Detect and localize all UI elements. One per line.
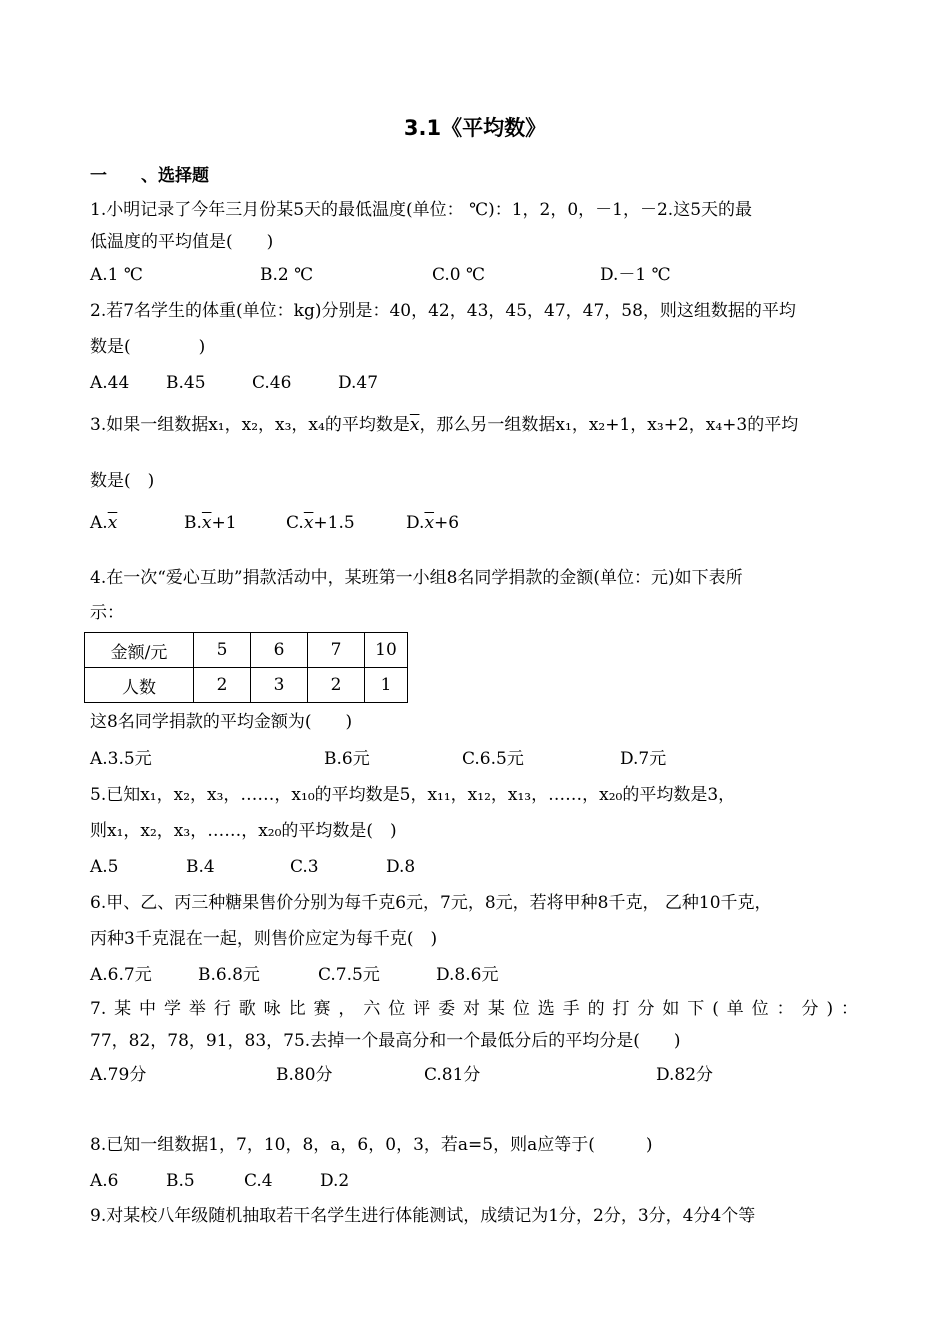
q3-text-part2: ，那么另一组数据x₁，x₂+1，x₃+2，x₄+3的平均: [419, 415, 799, 435]
question-1-text: 1.小明记录了今年三月份某5天的最低温度(单位： ℃)：1，2，0，－1，－2.这5天的最: [90, 200, 753, 220]
q4-option-c: C.6.5元: [462, 749, 524, 769]
question-6-text: 6.甲、乙、丙三种糖果售价分别为每千克6元，7元，8元，若将甲种8千克， 乙种10千克，: [90, 893, 772, 913]
table-cell: 6: [251, 633, 308, 668]
table-row: [85, 668, 408, 703]
q3-option-d: [406, 512, 459, 534]
q3-option-a-label: A.: [90, 513, 108, 533]
table-row: [85, 633, 408, 668]
question-2-text-cont: 数是( ): [90, 337, 206, 357]
q2-option-d: D.47: [338, 373, 379, 393]
question-3-text-cont: 数是( ): [90, 471, 155, 491]
q3-text-part1: 3.如果一组数据x₁，x₂，x₃，x₄的平均数是: [90, 415, 410, 435]
mean-x-bar-symbol: $\overline{x}$: [409, 415, 420, 435]
question-4-text-after-table: 这8名同学捐款的平均金额为( ): [90, 712, 353, 732]
mean-x-bar-symbol: $\overline{x}$: [303, 513, 314, 533]
table-cell: 5: [194, 633, 251, 668]
q8-option-c: C.4: [244, 1171, 273, 1191]
question-4-text: 4.在一次“爱心互助”捐款活动中，某班第一小组8名同学捐款的金额(单位：元)如下表所: [90, 568, 743, 588]
question-5-text-cont: 则x₁，x₂，x₃，……，x₂₀的平均数是( ): [90, 821, 397, 841]
q8-option-a: A.6: [90, 1171, 119, 1191]
question-8-text: 8.已知一组数据1，7，10，8，a，6，0，3，若a=5，则a应等于( ): [90, 1135, 653, 1155]
q2-option-a: A.44: [90, 373, 130, 393]
q3-option-c-label: C.: [286, 513, 304, 533]
q4-option-d: D.7元: [620, 749, 667, 769]
page-title: 3.1《平均数》: [403, 116, 547, 140]
table-cell: 金额/元: [85, 633, 194, 668]
q5-option-a: A.5: [90, 857, 119, 877]
section-heading: 一 、选择题: [90, 166, 209, 186]
q5-option-c: C.3: [290, 857, 319, 877]
q7-option-c: C.81分: [424, 1065, 481, 1085]
q1-option-a: A.1 ℃: [90, 265, 143, 285]
mean-x-bar-symbol: $\overline{x}$: [201, 513, 212, 533]
q3-option-c: [286, 512, 355, 534]
q3-option-b-suffix: +1: [211, 513, 237, 533]
mean-x-bar-symbol: $\overline{x}$: [424, 513, 435, 533]
q5-option-d: D.8: [386, 857, 416, 877]
question-2-text: 2.若7名学生的体重(单位：kg)分别是：40，42，43，45，47，47，58，则这组数据的平均: [90, 301, 796, 321]
q3-option-b-label: B.: [184, 513, 202, 533]
table-cell: 2: [194, 668, 251, 703]
table-cell: 10: [365, 633, 408, 668]
q1-option-b: B.2 ℃: [260, 265, 314, 285]
donation-table: [84, 632, 408, 703]
question-5-text: 5.已知x₁，x₂，x₃，……，x₁₀的平均数是5，x₁₁，x₁₂，x₁₃，……，x₂₀的平均数是3，: [90, 785, 736, 805]
q6-option-d: D.8.6元: [436, 965, 499, 985]
table-cell: 1: [365, 668, 408, 703]
question-7-text: 7.某中学举行歌咏比赛，六位评委对某位选手的打分如下(单位：分)：: [90, 999, 858, 1019]
q1-option-d: D.－1 ℃: [600, 265, 671, 285]
q2-option-c: C.46: [252, 373, 292, 393]
table-cell: 2: [308, 668, 365, 703]
q5-option-b: B.4: [186, 857, 215, 877]
q3-option-d-label: D.: [406, 513, 425, 533]
q4-option-a: A.3.5元: [90, 749, 152, 769]
q6-option-a: A.6.7元: [90, 965, 152, 985]
q7-option-d: D.82分: [656, 1065, 714, 1085]
q3-option-c-suffix: +1.5: [313, 513, 355, 533]
q3-option-a: [90, 512, 117, 534]
question-7-text-cont: 77，82，78，91，83，75.去掉一个最高分和一个最低分后的平均分是( ): [90, 1031, 681, 1051]
q8-option-b: B.5: [166, 1171, 195, 1191]
mean-x-bar-symbol: $\overline{x}$: [107, 513, 118, 533]
question-6-text-cont: 丙种3千克混在一起，则售价应定为每千克( ): [90, 929, 438, 949]
q3-option-d-suffix: +6: [434, 513, 460, 533]
table-cell: 3: [251, 668, 308, 703]
q6-option-b: B.6.8元: [198, 965, 260, 985]
q2-option-b: B.45: [166, 373, 206, 393]
table-cell: 人数: [85, 668, 194, 703]
q3-option-b: [184, 512, 237, 534]
q7-option-b: B.80分: [276, 1065, 333, 1085]
question-3-text: [90, 414, 798, 436]
question-4-text-cont: 示：: [90, 603, 124, 623]
q4-option-b: B.6元: [324, 749, 370, 769]
table-cell: 7: [308, 633, 365, 668]
q6-option-c: C.7.5元: [318, 965, 380, 985]
q7-option-a: A.79分: [90, 1065, 147, 1085]
q8-option-d: D.2: [320, 1171, 350, 1191]
q1-option-c: C.0 ℃: [432, 265, 486, 285]
question-9-text: 9.对某校八年级随机抽取若干名学生进行体能测试，成绩记为1分，2分，3分，4分4个等: [90, 1206, 756, 1226]
question-1-text-cont: 低温度的平均值是( ): [90, 232, 274, 252]
